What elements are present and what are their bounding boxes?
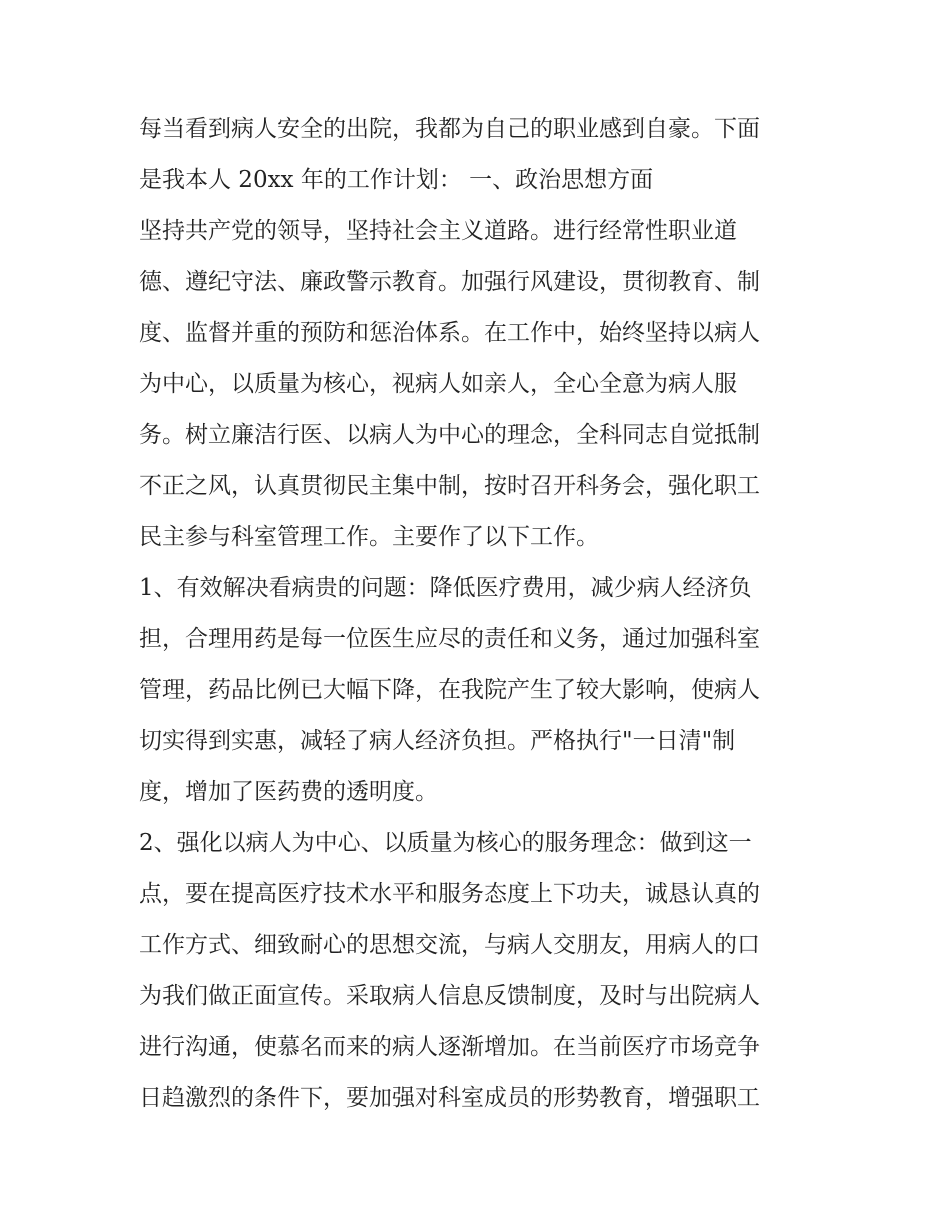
text-line: 切实得到实惠，减轻了病人经济负担。严格执行"一日清"制 bbox=[139, 728, 736, 754]
text-line: 为我们做正面宣传。采取病人信息反馈制度，及时与出院病人 bbox=[139, 983, 760, 1009]
text-line: 担，合理用药是每一位医生应尽的责任和义务，通过加强科室 bbox=[139, 626, 760, 652]
text-line: 德、遵纪守法、廉政警示教育。加强行风建设，贯彻教育、制 bbox=[139, 269, 760, 295]
text-line: 务。树立廉洁行医、以病人为中心的理念，全科同志自觉抵制 bbox=[139, 422, 760, 448]
text-line: 工作方式、细致耐心的思想交流，与病人交朋友，用病人的口 bbox=[139, 932, 760, 958]
text-line: 1、有效解决看病贵的问题：降低医疗费用，减少病人经济负 bbox=[139, 575, 752, 601]
text-line: 度、监督并重的预防和惩治体系。在工作中，始终坚持以病人 bbox=[139, 320, 760, 346]
text-line: 坚持共产党的领导，坚持社会主义道路。进行经常性职业道 bbox=[139, 218, 737, 244]
text-line: 点，要在提高医疗技术水平和服务态度上下功夫，诚恳认真的 bbox=[139, 881, 760, 907]
text-line: 进行沟通，使慕名而来的病人逐渐增加。在当前医疗市场竞争 bbox=[139, 1034, 760, 1060]
text-line: 是我本人 20xx 年的工作计划： 一、政治思想方面 bbox=[139, 167, 654, 193]
body-text bbox=[139, 104, 819, 1124]
text-line: 为中心，以质量为核心，视病人如亲人，全心全意为病人服 bbox=[139, 371, 737, 397]
text-line: 2、强化以病人为中心、以质量为核心的服务理念：做到这一 bbox=[139, 830, 752, 856]
text-line: 民主参与科室管理工作。主要作了以下工作。 bbox=[139, 524, 599, 550]
text-line: 管理，药品比例已大幅下降，在我院产生了较大影响，使病人 bbox=[139, 677, 760, 703]
text-line: 度，增加了医药费的透明度。 bbox=[139, 779, 438, 805]
text-line: 每当看到病人安全的出院，我都为自己的职业感到自豪。下面 bbox=[139, 116, 760, 142]
text-line: 不正之风，认真贯彻民主集中制，按时召开科务会，强化职工 bbox=[139, 473, 760, 499]
text-line: 日趋激烈的条件下，要加强对科室成员的形势教育，增强职工 bbox=[139, 1085, 760, 1111]
